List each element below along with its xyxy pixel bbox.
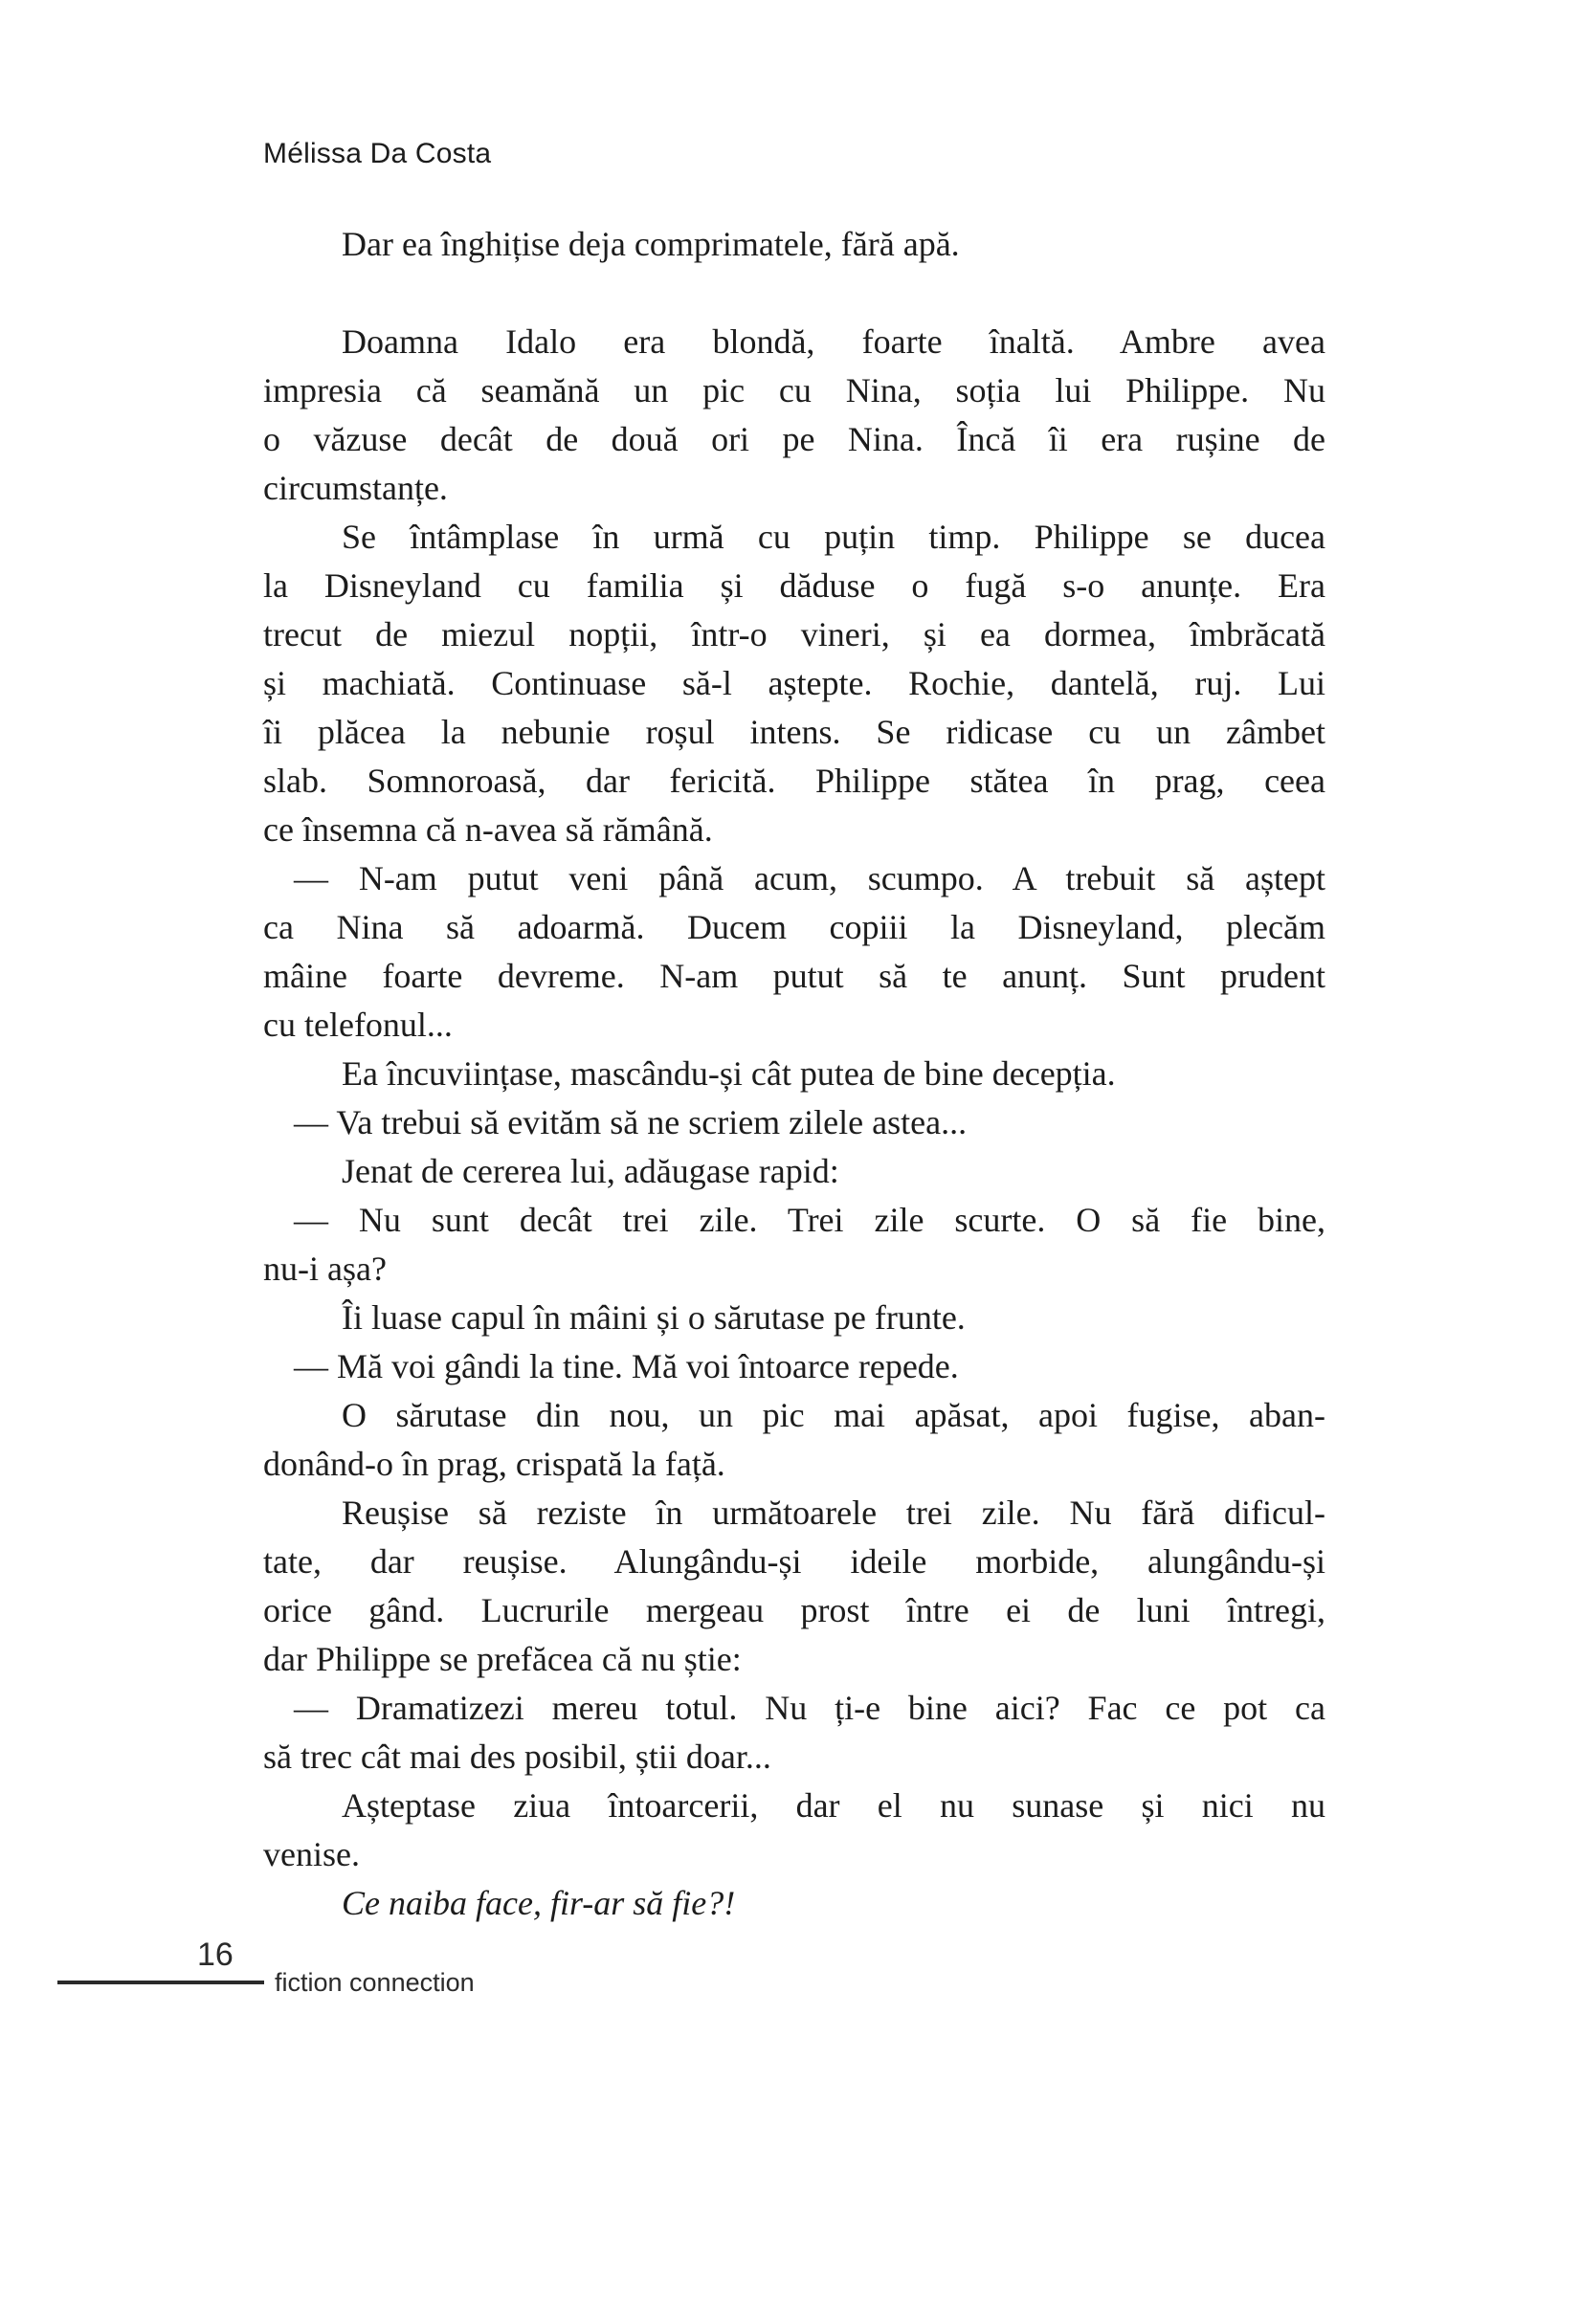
text-line: nu-i așa?	[263, 1250, 387, 1288]
body-text	[263, 220, 1325, 1928]
imprint-label: fiction connection	[275, 1968, 475, 1997]
text-line: dar Philippe se prefăcea că nu știe:	[263, 1640, 742, 1678]
paragraph	[263, 1196, 1325, 1294]
paragraph	[263, 1342, 1325, 1391]
text-line: Ea încuviințase, mascându-și cât putea de bine decepția.	[342, 1054, 1116, 1093]
text-line: trecut de miezul nopții, într-o vineri, și ea dormea, îmbrăcată	[263, 615, 1325, 653]
text-line: — Mă voi gândi la tine. Mă voi întoarce repede.	[294, 1347, 959, 1385]
paragraph	[263, 1684, 1325, 1782]
text-line: ce însemna că n-avea să rămână.	[263, 810, 713, 849]
text-line: — N-am putut veni până acum, scumpo. A trebuit să aștept	[294, 859, 1325, 897]
paragraph	[263, 1879, 1325, 1928]
text-line: o văzuse decât de două ori pe Nina. Încă îi era rușine de	[263, 420, 1325, 458]
text-line: — Nu sunt decât trei zile. Trei zile scurte. O să fie bine,	[294, 1201, 1325, 1239]
text-line: Așteptase ziua întoarcerii, dar el nu sunase și nici nu	[342, 1786, 1325, 1825]
author-name: Mélissa Da Costa	[263, 138, 492, 169]
text-line: Dar ea înghițise deja comprimatele, fără apă.	[342, 225, 960, 263]
text-line: Doamna Idalo era blondă, foarte înaltă. Ambre avea	[342, 322, 1325, 361]
text-line: îi plăcea la nebunie roșul intens. Se ridicase cu un zâmbet	[263, 713, 1325, 751]
page-number: 16	[197, 1937, 234, 1973]
text-line: donând-o în prag, crispată la față.	[263, 1445, 725, 1483]
paragraph	[263, 513, 1325, 854]
paragraph	[263, 1489, 1325, 1684]
footer-rule	[57, 1981, 264, 1984]
paragraph	[263, 1147, 1325, 1196]
text-line: slab. Somnoroasă, dar fericită. Philippe stătea în prag, ceea	[263, 762, 1325, 800]
text-line: Se întâmplase în urmă cu puțin timp. Philippe se ducea	[342, 518, 1325, 556]
text-line: mâine foarte devreme. N-am putut să te anunț. Sunt prudent	[263, 957, 1325, 995]
text-line: tate, dar reușise. Alungându-și ideile morbide, alungându-și	[263, 1542, 1325, 1581]
text-line: venise.	[263, 1835, 360, 1873]
text-line: impresia că seamănă un pic cu Nina, soția lui Philippe. Nu	[263, 371, 1325, 409]
text-line: Reușise să reziste în următoarele trei zile. Nu fără dificul-	[342, 1494, 1325, 1532]
text-line: să trec cât mai des posibil, știi doar...	[263, 1737, 771, 1776]
text-line: la Disneyland cu familia și dăduse o fugă s-o anunțe. Era	[263, 566, 1325, 605]
paragraph	[263, 1391, 1325, 1489]
text-line: orice gând. Lucrurile mergeau prost între ei de luni întregi,	[263, 1591, 1325, 1629]
text-line: — Va trebui să evităm să ne scriem zilele astea...	[294, 1103, 968, 1141]
paragraph	[263, 1050, 1325, 1098]
text-line: ca Nina să adoarmă. Ducem copiii la Disneyland, plecăm	[263, 908, 1325, 946]
paragraph	[263, 318, 1325, 513]
text-line: și machiată. Continuase să-l aștepte. Rochie, dantelă, ruj. Lui	[263, 664, 1325, 702]
text-line: cu telefonul...	[263, 1006, 453, 1044]
paragraph	[263, 1098, 1325, 1147]
paragraph	[263, 1782, 1325, 1879]
text-line: Îi luase capul în mâini și o sărutase pe frunte.	[342, 1298, 966, 1337]
text-line: Ce naiba face, fir-ar să fie?!	[342, 1884, 736, 1922]
paragraph	[263, 220, 1325, 269]
text-line: circumstanțe.	[263, 469, 448, 507]
text-line: Jenat de cererea lui, adăugase rapid:	[342, 1152, 839, 1190]
paragraph	[263, 854, 1325, 1050]
text-line: O sărutase din nou, un pic mai apăsat, apoi fugise, aban-	[342, 1396, 1325, 1434]
text-line: — Dramatizezi mereu totul. Nu ți-e bine aici? Fac ce pot ca	[294, 1689, 1325, 1727]
paragraph	[263, 1294, 1325, 1342]
